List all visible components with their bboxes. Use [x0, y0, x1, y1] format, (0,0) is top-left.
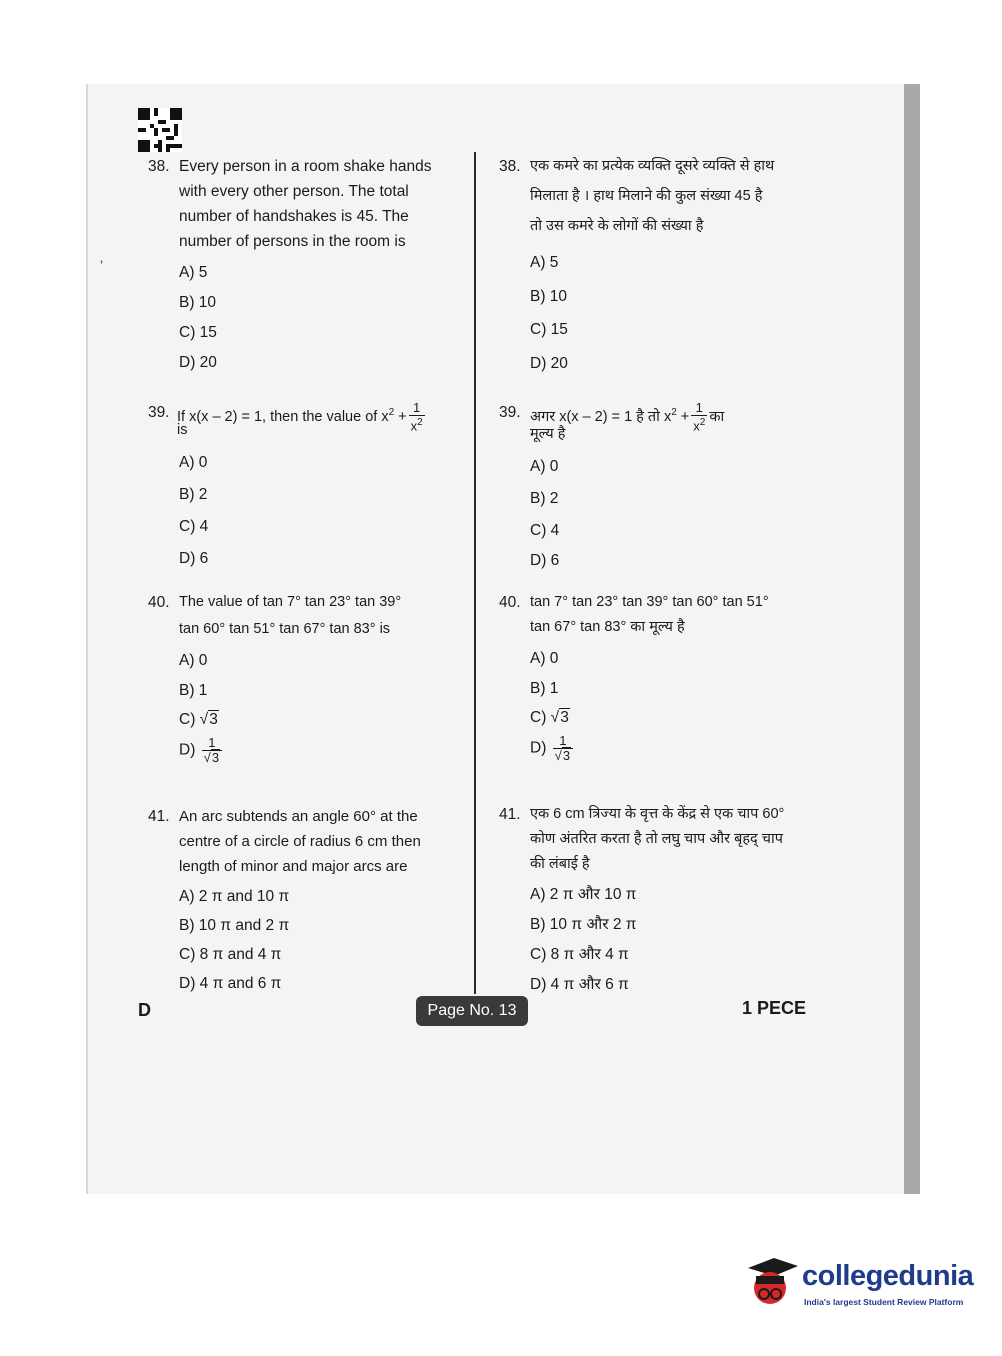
question-text: का	[709, 408, 725, 425]
page-shadow	[904, 84, 920, 1194]
pen-mark: ʼ	[100, 258, 104, 274]
question-line: tan 67° tan 83° का मूल्य है	[530, 619, 685, 635]
logo-wordmark: collegedunia	[802, 1260, 974, 1292]
page-edge	[86, 84, 88, 1194]
question-text: अगर x(x – 2) = 1 है तो x	[530, 408, 672, 425]
question-40-hi	[499, 590, 829, 790]
logo-tagline: India's largest Student Review Platform	[804, 1297, 964, 1307]
option-a: A) 5	[530, 254, 559, 271]
option-d: D) 6	[530, 552, 560, 569]
option-a: A) 5	[179, 264, 208, 281]
question-number: 40.	[148, 594, 170, 611]
question-40-en	[148, 590, 468, 790]
question-number: 41.	[499, 806, 521, 823]
question-38-hi	[499, 154, 829, 384]
question-41-hi	[499, 802, 829, 994]
question-number: 41.	[148, 808, 170, 825]
numerator: 1	[202, 736, 222, 751]
option-label: D)	[179, 741, 196, 759]
option-b: B) 10	[530, 288, 568, 305]
question-41-en	[148, 804, 468, 994]
question-text: If x(x – 2) = 1, then the value of x	[177, 408, 389, 425]
fraction	[553, 734, 573, 763]
question-line: The value of tan 7° tan 23° tan 39°	[179, 594, 402, 610]
exponent: 2	[699, 416, 706, 428]
option-c: C) 4	[179, 518, 209, 535]
radicand: 3	[211, 750, 220, 765]
numerator: 1	[553, 734, 573, 749]
option-b: B) 10 π and 2 π	[179, 917, 290, 934]
option-d	[530, 734, 575, 763]
paper-code: 1 PECE	[742, 998, 807, 1018]
denominator	[409, 416, 425, 433]
denominator-base: x	[410, 418, 418, 434]
question-line: tan 60° tan 51° tan 67° tan 83° is	[179, 621, 391, 637]
question-39-hi	[499, 396, 829, 576]
option-label: C)	[530, 709, 547, 726]
option-d	[179, 736, 224, 765]
qr-code-icon	[138, 108, 182, 152]
radicand: 3	[562, 748, 571, 763]
question-line: एक 6 cm त्रिज्या के वृत्त के केंद्र से एक चाप 60°	[530, 806, 785, 822]
option-d: D) 20	[530, 355, 568, 372]
question-line: मिलाता है । हाथ मिलाने की कुल संख्या 45 है	[530, 188, 763, 204]
page-number-badge: Page No. 13	[416, 996, 528, 1026]
question-line: number of persons in the room is	[179, 233, 406, 250]
option-b: B) 1	[530, 680, 559, 697]
denominator: √3	[554, 748, 571, 763]
fraction	[691, 401, 707, 433]
question-line: centre of a circle of radius 6 cm then	[179, 833, 421, 850]
question-line: एक कमरे का प्रत्येक व्यक्ति दूसरे व्यक्ति से हाथ	[530, 158, 775, 174]
mascot-icon	[744, 1254, 800, 1310]
option-a: A) 0	[179, 652, 208, 669]
denominator-base: x	[693, 418, 700, 434]
collegedunia-logo[interactable]	[744, 1250, 974, 1312]
sqrt-3: √3	[550, 709, 569, 726]
radicand: 3	[209, 711, 218, 728]
question-line: tan 7° tan 23° tan 39° tan 60° tan 51°	[530, 594, 769, 610]
option-b: B) 2	[530, 490, 559, 507]
question-number: 38.	[499, 158, 521, 175]
numerator: 1	[409, 401, 425, 416]
question-39-en	[148, 396, 468, 576]
plus-sign: +	[676, 408, 690, 425]
option-c: C) 8 π और 4 π	[530, 946, 629, 963]
question-38-en	[148, 154, 468, 384]
option-a: A) 0	[530, 458, 559, 475]
exponent: 2	[388, 407, 395, 418]
option-c: C) 15	[179, 324, 217, 341]
question-line: मूल्य है	[530, 426, 566, 442]
numerator: 1	[691, 401, 707, 416]
sqrt-3: √3	[199, 711, 218, 728]
question-line: कोण अंतरित करता है तो लघु चाप और बृहद् चाप	[530, 831, 783, 847]
question-line	[177, 400, 427, 433]
question-line: की लंबाई है	[530, 856, 590, 872]
option-a: A) 2 π और 10 π	[530, 886, 637, 903]
option-c: C) 8 π and 4 π	[179, 946, 282, 963]
exponent: 2	[417, 416, 423, 428]
option-d: D) 20	[179, 354, 217, 371]
fraction	[202, 736, 222, 765]
option-label: D)	[530, 739, 547, 757]
question-line: with every other person. The total	[179, 183, 409, 200]
option-b: B) 1	[179, 682, 208, 699]
question-number: 38.	[148, 158, 170, 175]
option-a: A) 2 π and 10 π	[179, 888, 290, 905]
option-b: B) 10	[179, 294, 217, 311]
question-line: Every person in a room shake hands	[179, 158, 432, 175]
denominator: √3	[203, 750, 220, 765]
option-label: C)	[179, 711, 196, 728]
option-b: B) 2	[179, 486, 208, 503]
question-number: 39.	[499, 404, 521, 421]
question-line: An arc subtends an angle 60° at the	[179, 808, 418, 825]
question-line: is	[177, 422, 188, 438]
option-d: D) 4 π और 6 π	[530, 976, 629, 993]
fraction	[409, 401, 425, 433]
question-line: तो उस कमरे के लोगों की संख्या है	[530, 218, 704, 234]
option-b: B) 10 π और 2 π	[530, 916, 637, 933]
option-d: D) 6	[179, 550, 209, 567]
option-c: C) 15	[530, 321, 568, 338]
question-number: 40.	[499, 594, 521, 611]
option-d: D) 4 π and 6 π	[179, 975, 282, 992]
option-c	[179, 707, 219, 732]
exponent: 2	[671, 407, 677, 418]
question-line: length of minor and major arcs are	[179, 858, 408, 875]
booklet-series: D	[138, 1000, 151, 1020]
radicand: 3	[560, 709, 569, 726]
option-c: C) 4	[530, 522, 560, 539]
question-line: number of handshakes is 45. The	[179, 208, 409, 225]
option-a: A) 0	[530, 650, 559, 667]
question-number: 39.	[148, 404, 170, 421]
plus-sign: +	[394, 408, 407, 425]
option-a: A) 0	[179, 454, 208, 471]
option-c	[530, 705, 570, 730]
denominator	[691, 416, 707, 433]
column-divider	[474, 152, 476, 994]
